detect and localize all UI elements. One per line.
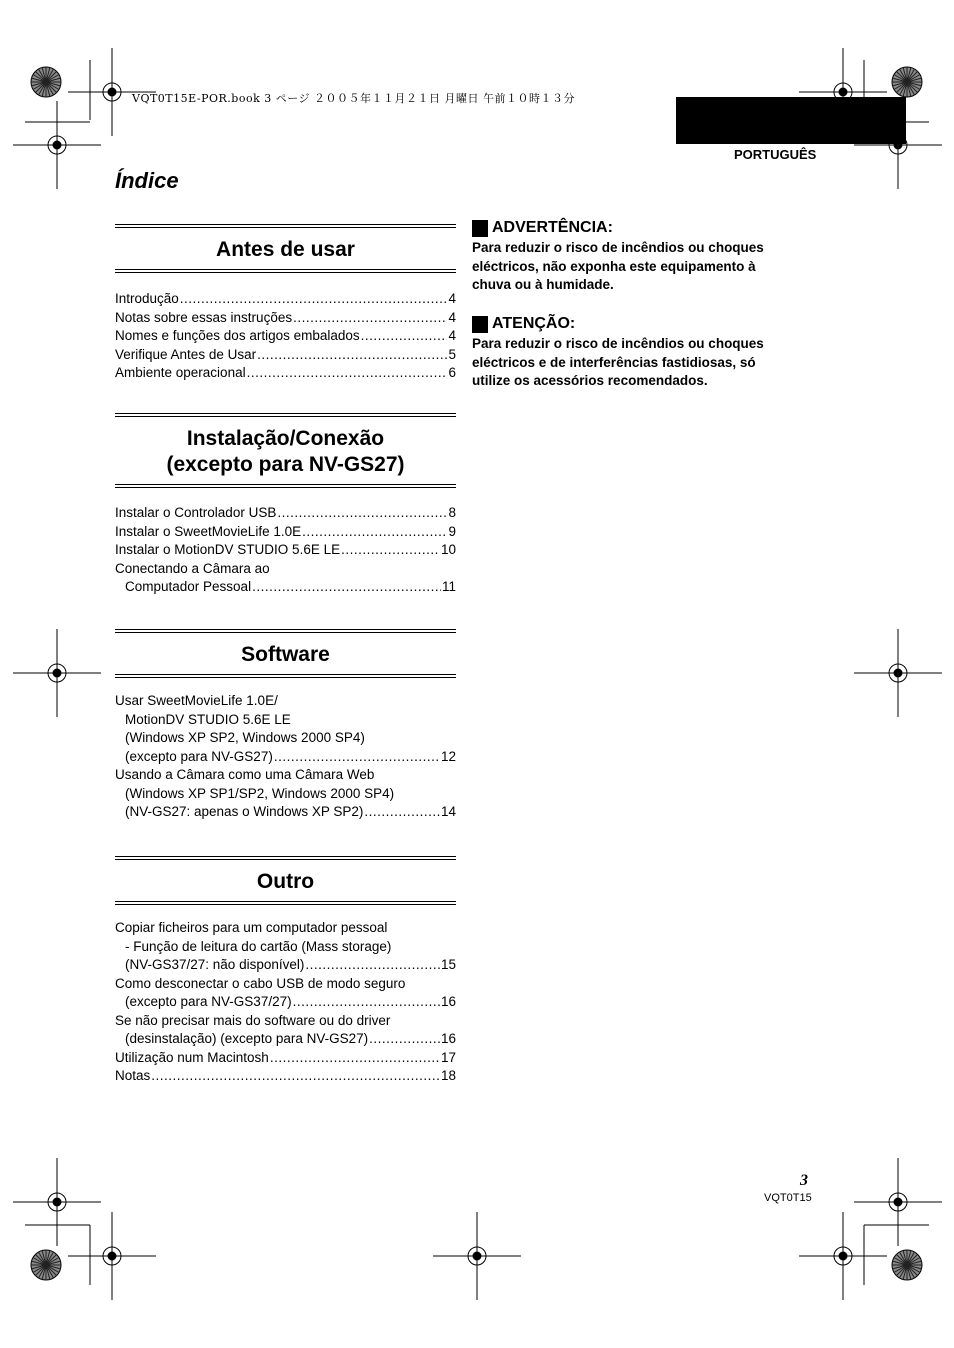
toc-list [115,692,456,822]
toc-entry[interactable]: Notas sobre essas instruções ..... 4 [115,309,456,328]
caution-block [472,315,802,391]
page-title: Índice [115,168,179,193]
crosshair-mark-icon [433,1212,521,1300]
page-ref: 11 [441,579,456,594]
section-heading: Outro [115,856,456,905]
toc-entry[interactable]: Instalar o MotionDV STUDIO 5.6E LE ..... 10 [115,541,456,560]
toc-entry[interactable]: Nomes e funções dos artigos embalados ..... 4 [115,327,456,346]
toc-entry[interactable]: Ambiente operacional ..... 6 [115,364,456,383]
toc-entry[interactable]: Como desconectar o cabo USB de modo seguro (excepto para NV-GS37/27) ..... 16 [115,975,456,1012]
page-ref: 18 [440,1068,456,1083]
page-ref: 14 [440,804,456,819]
starburst-mark-icon [31,67,61,97]
toc-entry[interactable]: Copiar ficheiros para um computador pessoal - Função de leitura do cartão (Mass storage) (NV-GS37/27: não disponível) ..... 15 [115,919,456,975]
crosshair-mark-icon [13,1158,101,1246]
page-ref: 15 [440,957,456,972]
crosshair-mark-icon [854,629,942,717]
page-ref: 5 [448,346,456,362]
page-ref: 4 [448,309,456,325]
page-ref: 12 [440,748,456,764]
page-ref: 10 [440,542,456,557]
toc-section-antes-de-usar [115,224,456,383]
section-heading: Instalação/Conexão (excepto para NV-GS27) [115,413,456,488]
language-tab-bar [676,97,906,144]
print-header: VQT0T15E-POR.book 3 ページ ２００５年１１月２１日 月曜日 午前１０時１３分 [132,92,575,105]
section-heading: Software [115,629,456,678]
black-square-icon [472,220,488,237]
toc-list [115,919,456,1086]
warning-text: Para reduzir o risco de incêndios ou choques eléctricos, não exponha este equipamento à chuva ou à humidade. [472,240,764,292]
page-ref: 6 [448,365,456,380]
toc-entry[interactable]: Se não precisar mais do software ou do driver (desinstalação) (excepto para NV-GS27) ..... 16 [115,1012,456,1049]
page-ref: 4 [448,291,456,306]
toc-entry[interactable]: Utilização num Macintosh ..... 17 [115,1049,456,1068]
document-code: VQT0T15 [764,1192,812,1204]
page-ref: 16 [440,1031,456,1046]
crosshair-mark-icon [13,101,101,189]
toc-entry[interactable]: Introdução ..... 4 [115,290,456,309]
toc-section-software [115,629,456,822]
toc-entry[interactable]: Verifique Antes de Usar ..... 5 [115,346,456,365]
section-heading: Antes de usar [115,224,456,273]
page-ref: 16 [440,994,456,1009]
page-ref: 4 [448,328,456,343]
starburst-mark-icon [892,1250,922,1280]
toc-entry[interactable]: Instalar o SweetMovieLife 1.0E ..... 9 [115,523,456,542]
toc-entry[interactable]: Usar SweetMovieLife 1.0E/ MotionDV STUDIO 5.6E LE (Windows XP SP2, Windows 2000 SP4) (excepto para NV-GS27) ..... 12 [115,692,456,766]
caution-title: ATENÇÃO: [492,315,576,332]
warning-title: ADVERTÊNCIA: [492,219,613,236]
language-label: PORTUGUÊS [734,147,817,162]
warning-block [472,219,802,295]
toc-list [115,504,456,597]
page-ref: 8 [448,505,456,520]
caution-text: Para reduzir o risco de incêndios ou choques eléctricos e de interferências fastidiosas, só utilize os acessórios recomendados. [472,336,764,388]
toc-section-outro [115,856,456,1086]
toc-section-instalacao [115,413,456,597]
toc-entry[interactable]: Notas ..... 18 [115,1067,456,1086]
black-square-icon [472,316,488,333]
starburst-mark-icon [892,67,922,97]
page-ref: 17 [440,1049,456,1065]
toc-entry[interactable]: Usando a Câmara como uma Câmara Web (Windows XP SP1/SP2, Windows 2000 SP4) (NV-GS27: apenas o Windows XP SP2) ..... 14 [115,766,456,822]
toc-entry[interactable]: Conectando a Câmara ao Computador Pessoal ..... 11 [115,560,456,597]
page-ref: 9 [448,523,456,539]
crosshair-mark-icon [854,1158,942,1246]
toc-list [115,290,456,383]
toc-entry[interactable]: Instalar o Controlador USB ..... 8 [115,504,456,523]
page-number: 3 [800,1172,808,1189]
starburst-mark-icon [31,1250,61,1280]
crosshair-mark-icon [13,629,101,717]
